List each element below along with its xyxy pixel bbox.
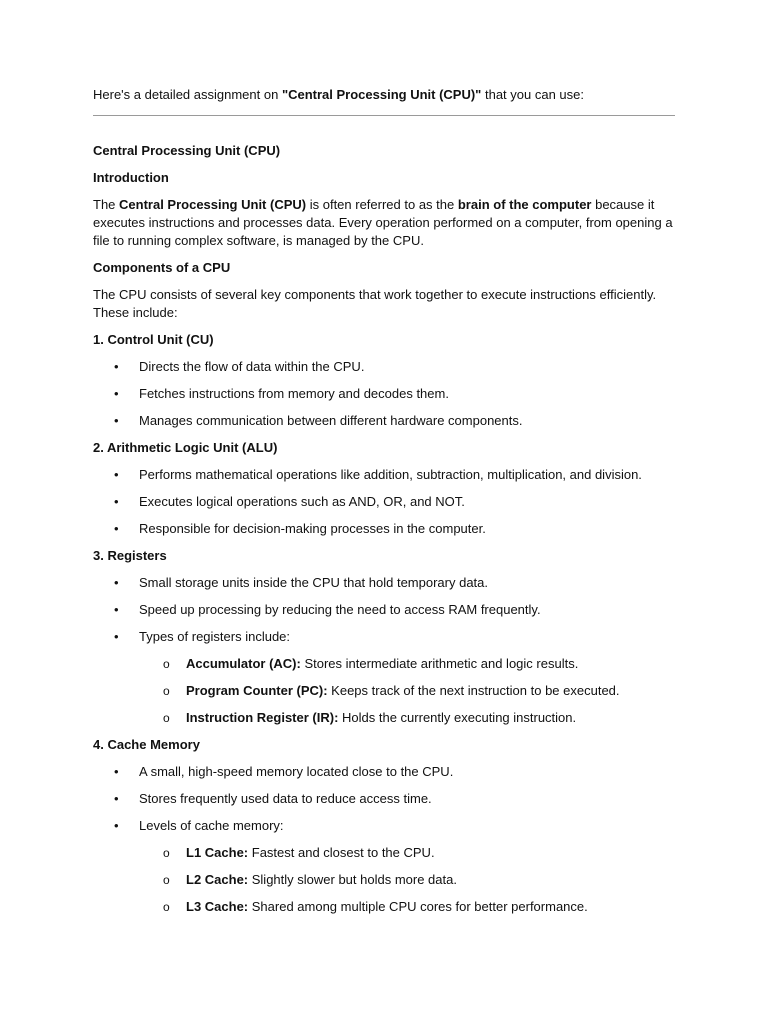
list-item-text: Directs the flow of data within the CPU. xyxy=(139,359,365,374)
circle-bullet-icon: o xyxy=(163,711,170,725)
intro-text-a: The xyxy=(93,197,120,212)
components-paragraph: The CPU consists of several key components that work together to execute instructions efficiently. These include: xyxy=(93,287,657,320)
intro-line xyxy=(93,86,584,104)
list-item xyxy=(93,385,675,403)
list-item xyxy=(93,628,675,646)
list-item xyxy=(93,358,675,376)
list-item-text: Speed up processing by reducing the need to access RAM frequently. xyxy=(139,602,541,617)
sublist-desc: Keeps track of the next instruction to be executed. xyxy=(327,683,620,698)
registers-list xyxy=(93,574,675,646)
circle-bullet-icon: o xyxy=(163,873,170,887)
intro-text-e: because it executes instructions and processes data. Every operation performed on a computer, from opening a file to running complex software, is managed by the CPU. xyxy=(93,197,673,248)
sublist-item xyxy=(93,682,675,700)
sublist-term: L1 Cache: xyxy=(186,845,249,860)
circle-bullet-icon: o xyxy=(163,657,170,671)
sublist-item xyxy=(93,871,675,889)
horizontal-rule xyxy=(93,115,675,116)
sublist-item xyxy=(93,844,675,862)
list-item xyxy=(93,466,675,484)
bullet-icon: • xyxy=(114,818,119,833)
control-unit-heading: 1. Control Unit (CU) xyxy=(93,332,214,347)
bullet-icon: • xyxy=(114,791,119,806)
sublist-item xyxy=(93,709,675,727)
intro-text-b: Central Processing Unit (CPU) xyxy=(119,197,307,212)
intro-text-d: brain of the computer xyxy=(457,197,592,212)
circle-bullet-icon: o xyxy=(163,684,170,698)
bullet-icon: • xyxy=(114,494,119,509)
sublist-item xyxy=(93,898,675,916)
list-item xyxy=(93,763,675,781)
list-item-text: Types of registers include: xyxy=(139,629,291,644)
sublist-term: Instruction Register (IR): xyxy=(186,710,339,725)
list-item xyxy=(93,520,675,538)
sublist-desc: Slightly slower but holds more data. xyxy=(248,872,457,887)
sublist-desc: Stores intermediate arithmetic and logic results. xyxy=(300,656,579,671)
list-item-text: A small, high-speed memory located close to the CPU. xyxy=(139,764,454,779)
intro-topic: "Central Processing Unit (CPU)" xyxy=(281,87,482,102)
list-item-text: Executes logical operations such as AND, OR, and NOT. xyxy=(139,494,465,509)
intro-text-c: is often referred to as the xyxy=(306,197,458,212)
list-item xyxy=(93,790,675,808)
list-item xyxy=(93,817,675,835)
bullet-icon: • xyxy=(114,386,119,401)
sublist-term: L3 Cache: xyxy=(186,899,249,914)
alu-list xyxy=(93,466,675,538)
sublist-term: Program Counter (PC): xyxy=(186,683,328,698)
list-item-text: Fetches instructions from memory and decodes them. xyxy=(139,386,449,401)
cache-sublist xyxy=(93,844,675,916)
circle-bullet-icon: o xyxy=(163,900,170,914)
bullet-icon: • xyxy=(114,602,119,617)
sublist-desc: Shared among multiple CPU cores for better performance. xyxy=(248,899,588,914)
sublist-item xyxy=(93,655,675,673)
list-item xyxy=(93,574,675,592)
components-heading: Components of a CPU xyxy=(93,260,231,275)
list-item xyxy=(93,493,675,511)
intro-suffix: that you can use: xyxy=(481,87,584,102)
doc-title: Central Processing Unit (CPU) xyxy=(93,143,281,158)
cache-list xyxy=(93,763,675,835)
list-item-text: Responsible for decision-making processes in the computer. xyxy=(139,521,486,536)
list-item-text: Stores frequently used data to reduce access time. xyxy=(139,791,432,806)
bullet-icon: • xyxy=(114,575,119,590)
list-item-text: Performs mathematical operations like addition, subtraction, multiplication, and division. xyxy=(139,467,642,482)
list-item-text: Manages communication between different hardware components. xyxy=(139,413,523,428)
list-item-text: Small storage units inside the CPU that hold temporary data. xyxy=(139,575,489,590)
registers-sublist xyxy=(93,655,675,727)
bullet-icon: • xyxy=(114,359,119,374)
introduction-paragraph xyxy=(93,196,675,250)
list-item xyxy=(93,601,675,619)
list-item-text: Levels of cache memory: xyxy=(139,818,284,833)
alu-heading: 2. Arithmetic Logic Unit (ALU) xyxy=(93,440,278,455)
sublist-desc: Holds the currently executing instruction. xyxy=(338,710,577,725)
control-unit-list xyxy=(93,358,675,430)
intro-prefix: Here's a detailed assignment on xyxy=(93,87,282,102)
cache-heading: 4. Cache Memory xyxy=(93,737,200,752)
sublist-term: Accumulator (AC): xyxy=(186,656,301,671)
sublist-term: L2 Cache: xyxy=(186,872,249,887)
bullet-icon: • xyxy=(114,764,119,779)
registers-heading: 3. Registers xyxy=(93,548,167,563)
bullet-icon: • xyxy=(114,521,119,536)
bullet-icon: • xyxy=(114,413,119,428)
document-body xyxy=(93,142,675,925)
introduction-heading: Introduction xyxy=(93,170,169,185)
bullet-icon: • xyxy=(114,467,119,482)
sublist-desc: Fastest and closest to the CPU. xyxy=(248,845,435,860)
bullet-icon: • xyxy=(114,629,119,644)
circle-bullet-icon: o xyxy=(163,846,170,860)
list-item xyxy=(93,412,675,430)
